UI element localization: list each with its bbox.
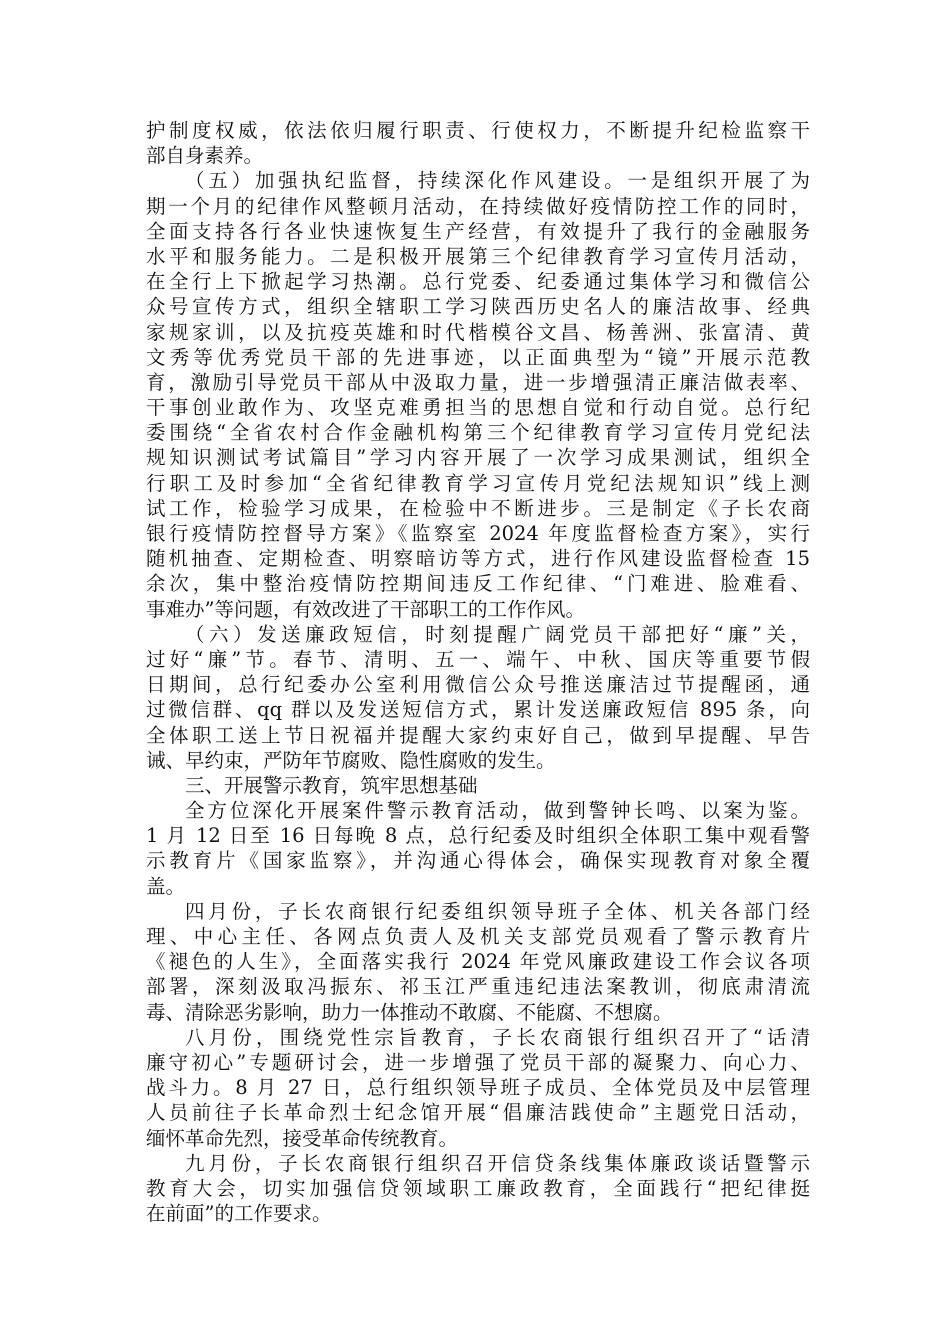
text-line: 过微信群、qq 群以及发送短信方式，累计发送廉政短信 895 条，向 (146, 698, 810, 722)
text-line: 余次，集中整治疫情防控期间违反工作纪律、“门难进、脸难看、 (146, 572, 810, 596)
text-line: 全方位深化开展案件警示教育活动，做到警钟长鸣、以案为鉴。 (185, 799, 810, 823)
text-line: 众号宣传方式，组织全辖职工学习陕西历史名人的廉洁故事、经典 (146, 295, 810, 319)
text-line: 文秀等优秀党员干部的先进事迹，以正面典型为“镜”开展示范教 (146, 345, 810, 369)
text-line: 示教育片《国家监察》，并沟通心得体会，确保实现教育对象全覆 (146, 849, 810, 873)
text-line: 盖。 (146, 874, 186, 898)
text-line: 人员前往子长革命烈士纪念馆开展“倡廉洁践使命”主题党日活动， (146, 1101, 810, 1125)
text-line: 教育大会，切实加强信贷领域职工廉政教育，全面践行“把纪律挺 (146, 1176, 810, 1200)
text-line: 三、开展警示教育，筑牢思想基础 (185, 773, 478, 797)
text-line: 全体职工送上节日祝福并提醒大家约束好自己，做到早提醒、早告 (146, 723, 810, 747)
text-line: 护制度权威，依法依归履行职责、行使权力，不断提升纪检监察干 (146, 119, 810, 142)
text-line: 诫、早约束，严防年节腐败、隐性腐败的发生。 (146, 748, 556, 772)
text-line: 育，激励引导党员干部从中汲取力量，进一步增强清正廉洁做表率、 (146, 370, 810, 394)
text-line: 九月份，子长农商银行组织召开信贷条线集体廉政谈话暨警示 (185, 1151, 810, 1175)
text-line: 1 月 12 日至 16 日每晚 8 点，总行纪委及时组织全体职工集中观看警 (146, 824, 810, 848)
text-line: 期一个月的纪律作风整顿月活动，在持续做好疫情防控工作的同时， (146, 194, 810, 218)
text-line: 事难办”等问题，有效改进了干部职工的工作作风。 (146, 597, 585, 621)
text-line: 《褪色的人生》，全面落实我行 2024 年党风廉政建设工作会议各项 (146, 950, 810, 974)
text-line: 试工作，检验学习成果，在检验中不断进步。三是制定《子长农商 (146, 496, 810, 520)
text-line: 部自身素养。 (146, 144, 264, 168)
text-line: 毒、清除恶劣影响，助力一体推动不敢腐、不能腐、不想腐。 (146, 1000, 673, 1024)
text-line: 缅怀革命先烈，接受革命传统教育。 (146, 1126, 459, 1150)
text-line: 干事创业敢作为、攻坚克难勇担当的思想自觉和行动自觉。总行纪 (146, 396, 810, 420)
text-line: 理、中心主任、各网点负责人及机关支部党员观看了警示教育片 (146, 925, 810, 948)
text-line: 过好“廉”节。春节、清明、五一、端午、中秋、国庆等重要节假 (146, 647, 810, 671)
text-line: 战斗力。8 月 27 日，总行组织领导班子成员、全体党员及中层管理 (146, 1076, 810, 1100)
text-line: 四月份，子长农商银行纪委组织领导班子全体、机关各部门经 (185, 899, 810, 923)
text-line: 八月份，围绕党性宗旨教育，子长农商银行组织召开了“话清 (185, 1025, 810, 1049)
text-line: 在全行上下掀起学习热潮。总行党委、纪委通过集体学习和微信公 (146, 270, 810, 294)
text-line: 家规家训，以及抗疫英雄和时代楷模谷文昌、杨善洲、张富清、黄 (146, 320, 810, 344)
text-line: 随机抽查、定期检查、明察暗访等方式，进行作风建设监督检查 15 (146, 547, 810, 571)
text-line: 日期间，总行纪委办公室利用微信公众号推送廉洁过节提醒函，通 (146, 673, 810, 697)
text-line: 全面支持各行各业快速恢复生产经营，有效提升了我行的金融服务 (146, 219, 810, 243)
text-line: （五）加强执纪监督，持续深化作风建设。一是组织开展了为 (185, 169, 810, 193)
text-line: 行职工及时参加“全省纪律教育学习宣传月党纪法规知识”线上测 (146, 471, 810, 495)
text-line: 部署，深刻汲取冯振东、祁玉江严重违纪违法案教训，彻底肃清流 (146, 975, 810, 999)
text-line: 廉守初心”专题研讨会，进一步增强了党员干部的凝聚力、向心力、 (146, 1050, 810, 1074)
text-line: 银行疫情防控督导方案》《监察室 2024 年度监督检查方案》，实行 (146, 522, 810, 545)
text-line: 水平和服务能力。二是积极开展第三个纪律教育学习宣传月活动， (146, 244, 810, 268)
text-line: 在前面”的工作要求。 (146, 1202, 332, 1226)
text-line: （六）发送廉政短信，时刻提醒广阔党员干部把好“廉”关， (185, 622, 810, 646)
text-line: 委围绕“全省农村合作金融机构第三个纪律教育学习宣传月党纪法 (146, 421, 810, 445)
document-body (146, 118, 810, 1226)
text-line: 规知识测试考试篇目”学习内容开展了一次学习成果测试，组织全 (146, 446, 810, 470)
